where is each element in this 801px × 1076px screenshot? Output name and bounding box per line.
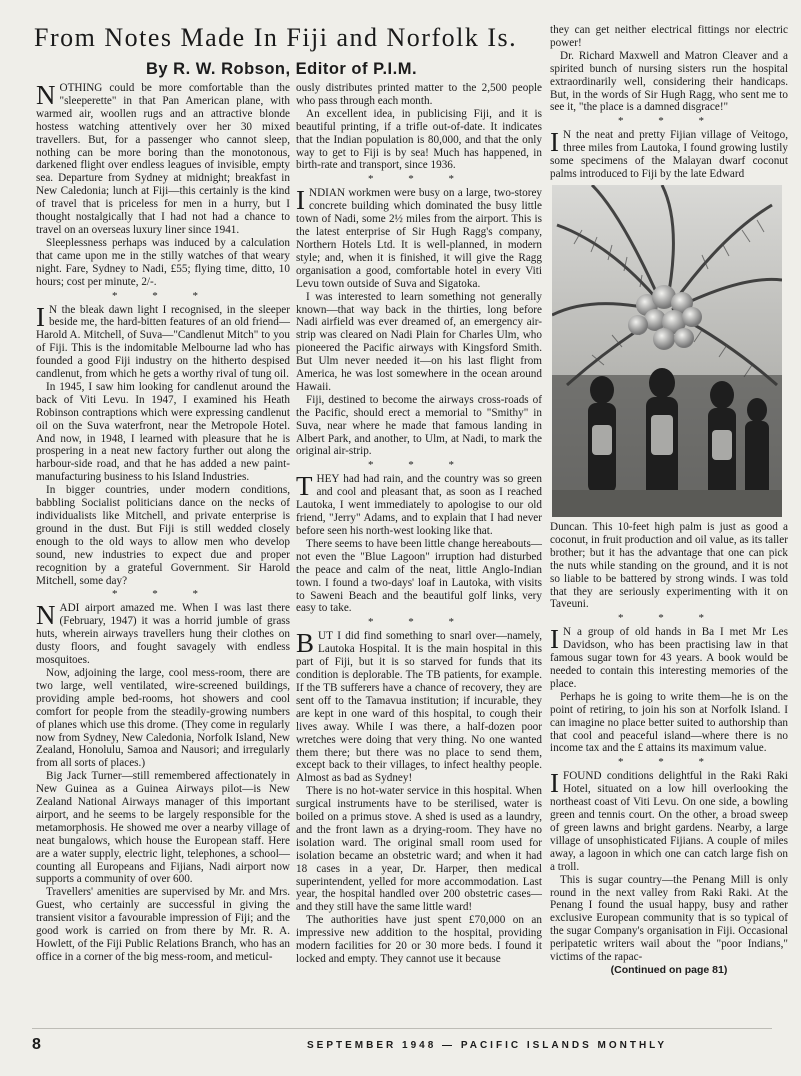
drop-cap: I xyxy=(550,768,559,799)
article-paragraph: Fiji, destined to become the airways cross-roads of the Pacific, should erect a memorial to "Smithy" in Suva, near where he made that famous landing in Albert Park, and another, to Ulm, at Nadi, to mark the original air-strip. xyxy=(296,393,542,458)
article-paragraph: I was interested to learn something not generally known—that way back in the thirties, long before Nadi airfield was ever dreamed of, an emergency air-strip was cleared on Nadi Plain for Charles Ulm, who pioneered the Pacific airways with Kingsford Smith. But Ulm never needed it—on his last flight from America, he was lost somewhere in the ocean around Hawaii. xyxy=(296,290,542,393)
section-divider-stars: * * * xyxy=(112,289,214,302)
article-paragraph: Sleeplessness perhaps was induced by a calculation that came upon me in the stilly watches of that weary night. Fare, Sydney to Nadi, £55; flying time, ditto, 10 hours; cost per minute, 2/-. xyxy=(36,236,290,288)
section-divider-stars: * * * xyxy=(368,616,470,629)
lead-in: N xyxy=(563,626,572,639)
article-paragraph: I N the bleak dawn light I recognised, in the sleeper beside me, the hard-bitten features of an old friend—Harold A. Mitchell, of Suva—"Candlenut Mitch" to you of Fiji. This is the indomitable Melbourne lad who has founded a good Fiji industry on the hitherto despised candlenut, from which he gets a worthy rival of tung oil. xyxy=(36,301,290,381)
article-paragraph: I N a group of old hands in Ba I met Mr Les Davidson, who has been practising law in that famous sugar town for 43 years. A book would be needed to contain this interesting memories of the place. xyxy=(550,624,788,690)
article-paragraph: There seems to have been little change hereabouts—not even the "Blue Lagoon" irruption had disturbed the peace and calm of the neat, little Anglo-Indian town. I found a two-days' loaf in Lautoka, with visits to Saweni Beach and the beautiful golf links, very easy to take. xyxy=(296,537,542,615)
running-title: SEPTEMBER 1948 — PACIFIC ISLANDS MONTHLY xyxy=(307,1040,668,1051)
lead-in: ADI xyxy=(59,602,80,615)
article-paragraph: NOTHING could be more comfortable than the "sleeperette" in that Pan American plane, with warmed air, woollen rugs and an attractive blonde hostess watching attentively over her 30 mixed travellers. But, for a passenger who cannot sleep, nothing can be more boring than the monotonous, darkened flight over endless leagues of invisible, empty sea. Departure from Sydney at midnight; breakfast in New Caledonia; lunch at Fiji—this certainly is the kind of travel that is priceless for men in a hurry, but I thought nostalgically that I had not had a chance to travel on an overseas luxury liner since 1941. xyxy=(36,80,290,236)
article-paragraph: In 1945, I saw him looking for candlenut around the back of Viti Levu. In 1947, I examined his Heath Robinson contraptions which were expressing candlenut oil on the Suva waterfront, near the Metropole Hotel. And now, in 1948, I learned with pleasure that he is prospering in a neat new factory further out along the harbour-side road, and that he has added a new paint-manufacturing business to his Island Industries. xyxy=(36,380,290,484)
article-paragraph: NADI airport amazed me. When I was last there (February, 1947) it was a horrid jumble of grass huts, wherein airways travellers hung their clothes on dusty floors, and fought savagely with endless mosquitoes. xyxy=(36,600,290,667)
drop-cap: I xyxy=(36,301,45,332)
page-number: 8 xyxy=(32,1036,41,1053)
article-paragraph: I N the neat and pretty Fijian village of Veitogo, three miles from Lautoka, I found growing lustily some specimens of the Malayan dwarf coconut palms introduced to Fiji by the late Edward xyxy=(550,127,788,181)
section-divider-stars: * * * xyxy=(112,588,214,601)
drop-cap: N xyxy=(36,80,56,110)
column-3-top-text xyxy=(550,24,788,181)
article-paragraph: Duncan. This 10-feet high palm is just as good a coconut, in fruit production and oil value, as its taller brother; but it has the advantage that one can pick the nuts while standing on the ground, and it is not so liable to be battered by strong winds. I was told that they are seriously experimenting with it on Taveuni. xyxy=(550,520,788,611)
continued-note: (Continued on page 81) xyxy=(610,963,728,976)
article-paragraph: Now, adjoining the large, cool mess-room, there are two large, well ventilated, wire-screened buildings, providing ample bed-rooms, hot showers and cool comfort for people from the steadily-growing numbers of planes which use this drome. (They come in regularly now from Sydney, New Caledonia, Norfolk Island, New Zealand, Honolulu, Samoa and Nausori; and irregularly from all sorts of places.) xyxy=(36,666,290,770)
article-paragraph: An excellent idea, in publicising Fiji, and it is beautiful printing, if a trifle out-of-date. It indicates that the Indian population is 80,000, and that the only way to get to Fiji is by sea! Much has happened, in birth-rate and transport, since 1936. xyxy=(296,107,542,172)
drop-cap: T xyxy=(296,471,313,502)
drop-cap: N xyxy=(36,600,56,631)
article-paragraph: Perhaps he is going to write them—he is on the point of retiring, to join his son at Norfolk Island. I can imagine no place better suited to authorship than that cool and peaceful island—where there is no income tax and the £ attains its maximum value. xyxy=(550,690,788,755)
article-headline: From Notes Made In Fiji and Norfolk Is. xyxy=(34,23,518,52)
article-paragraph: they can get neither electrical fittings nor electric power! xyxy=(550,24,788,49)
article-paragraph: I FOUND conditions delightful in the Raki Raki Hotel, situated on a low hill overlooking the northeast coast of Viti Levu. On one side, a bowling green and tennis court. On the other, a broad sweep of green lawns and bright gardens. Nearby, a large village of unsophisticated Fijians. A couple of miles away, a lagoon in which one can catch large fish on a troll. xyxy=(550,768,788,873)
article-paragraph: This is sugar country—the Penang Mill is only round in the next valley from Raki Raki. At the Penang I found the usual happy, busy and rather exclusive European community that is so typical of the sugar Company's organisation in Fiji. Occasional peripatetic writers wail about the "poor Indians," victims of the rapac- xyxy=(550,873,788,964)
section-divider-stars: * * * xyxy=(618,115,720,128)
article-column-1 xyxy=(36,82,290,964)
coconut-palm-photo xyxy=(552,185,782,517)
lead-in: OTHING xyxy=(59,82,103,94)
lead-in: N xyxy=(563,129,572,142)
section-divider-stars: * * * xyxy=(618,612,720,625)
drop-cap: I xyxy=(296,185,305,216)
lead-in: UT xyxy=(318,630,333,643)
column-3-bottom-text xyxy=(550,521,788,977)
lead-in: HEY xyxy=(316,473,340,486)
article-paragraph: The authorities have just spent £70,000 on an impressive new addition to the hospital, providing modern facilities for 20 or 30 more beds. I found it locked and empty. They cannot use it because xyxy=(296,914,542,965)
footer-rule xyxy=(32,1028,772,1029)
section-divider-stars: * * * xyxy=(368,173,470,186)
drop-cap: B xyxy=(296,628,315,659)
article-paragraph: Travellers' amenities are supervised by Mr. and Mrs. Guest, who certainly are successful in giving the transient visitor a favourable impression of Fiji; and the good work is carried on from there by Mr. R. A. Howlett, of the Fiji Public Relations Branch, who has an office in a corner of the big mess-room, and meticul- xyxy=(36,886,290,963)
page-footer xyxy=(32,1036,772,1056)
article-paragraph: Dr. Richard Maxwell and Matron Cleaver and a spirited bunch of nursing sisters run the hospital extraordinarily well, considering their handicaps. But, in the words of Sir Hugh Ragg, who sent me to see it, "the place is a damned disgrace!" xyxy=(550,49,788,114)
article-column-3 xyxy=(550,24,788,977)
lead-in: NDIAN xyxy=(309,187,346,200)
article-byline: By R. W. Robson, Editor of P.I.M. xyxy=(146,60,418,78)
article-column-2 xyxy=(296,82,542,966)
drop-cap: I xyxy=(550,127,559,158)
article-paragraph: Big Jack Turner—still remembered affectionately in New Guinea as a Guinea Airways pilot—is New Zealand National Airways manager of this important airport, and he seems to be largely responsible for the metamorphosis. He showed me over a nearby village of neat bungalows, which house the European staff. Here are a water supply, electric light, telephones, a school—counting all Europeans and Fijians, Nadi airport now supports a community of over 600. xyxy=(36,770,290,886)
drop-cap: I xyxy=(550,624,559,655)
lead-in: N xyxy=(49,303,58,316)
article-paragraph: There is no hot-water service in this hospital. When surgical instruments have to be sterilised, water is boiled on a primus stove. A shed is used as a laundry, and the front lawn as a drying-room. They have no isolation ward. The original small room used for isolation became an obstetric ward; and when it had 18 cases in a year, Dr. Harper, then medical superintendent, yelled for more accommodation. Last year, the hospital handled over 200 obstetric cases—and they still have the same little ward! xyxy=(296,785,542,914)
section-divider-stars: * * * xyxy=(618,756,720,769)
article-paragraph: BUT I did find something to snarl over—namely, Lautoka Hospital. It is the main hospital in this part of Fiji, but it is so starved for funds that its condition is deplorable. The TB patients, for example. If the TB sufferers have a chance of recovery, they are sent off to the Tamavua institution; if incurable, they are kept in one ward of this hospital, to cough their lives away. While I was there, a half-dozen poor wretches were doing that very thing. No one wanted them there; but there was no place to send them, except back to their villages, to infect healthy people. Almost as bad as Sydney! xyxy=(296,628,542,785)
article-paragraph: THEY had had rain, and the country was so green and cool and pleasant that, as soon as I reached Lautoka, I went immediately to apologise to our old friend, "Jerry" Adams, and to explain that I had never before seen his north-west looking like that. xyxy=(296,471,542,537)
article-paragraph: INDIAN workmen were busy on a large, two-storey concrete building which dominated the busy little town of Nadi, some 2½ miles from the airport. This is the latest enterprise of Sir Hugh Ragg's company, Northern Hotels Ltd. It is well-planned, in modern style; and, when it is finished, it will give the Ragg organisation a good, comfortable hotel in every Viti Levu town outside of Suva and Sigatoka. xyxy=(296,185,542,290)
article-paragraph: ously distributes printed matter to the 2,500 people who pass through each month. xyxy=(296,82,542,107)
section-divider-stars: * * * xyxy=(368,459,470,472)
article-paragraph: In bigger countries, under modern conditions, babbling Socialist politicians dance on the necks of individualists like Mitchell, and private enterprise is ground in the dust. But Fiji is still wedded closely enough to the old ways to allow men who develop sound, new industries to expect due and proper recognition by a grateful Government. Sir Harold Mitchell, some day? xyxy=(36,484,290,587)
